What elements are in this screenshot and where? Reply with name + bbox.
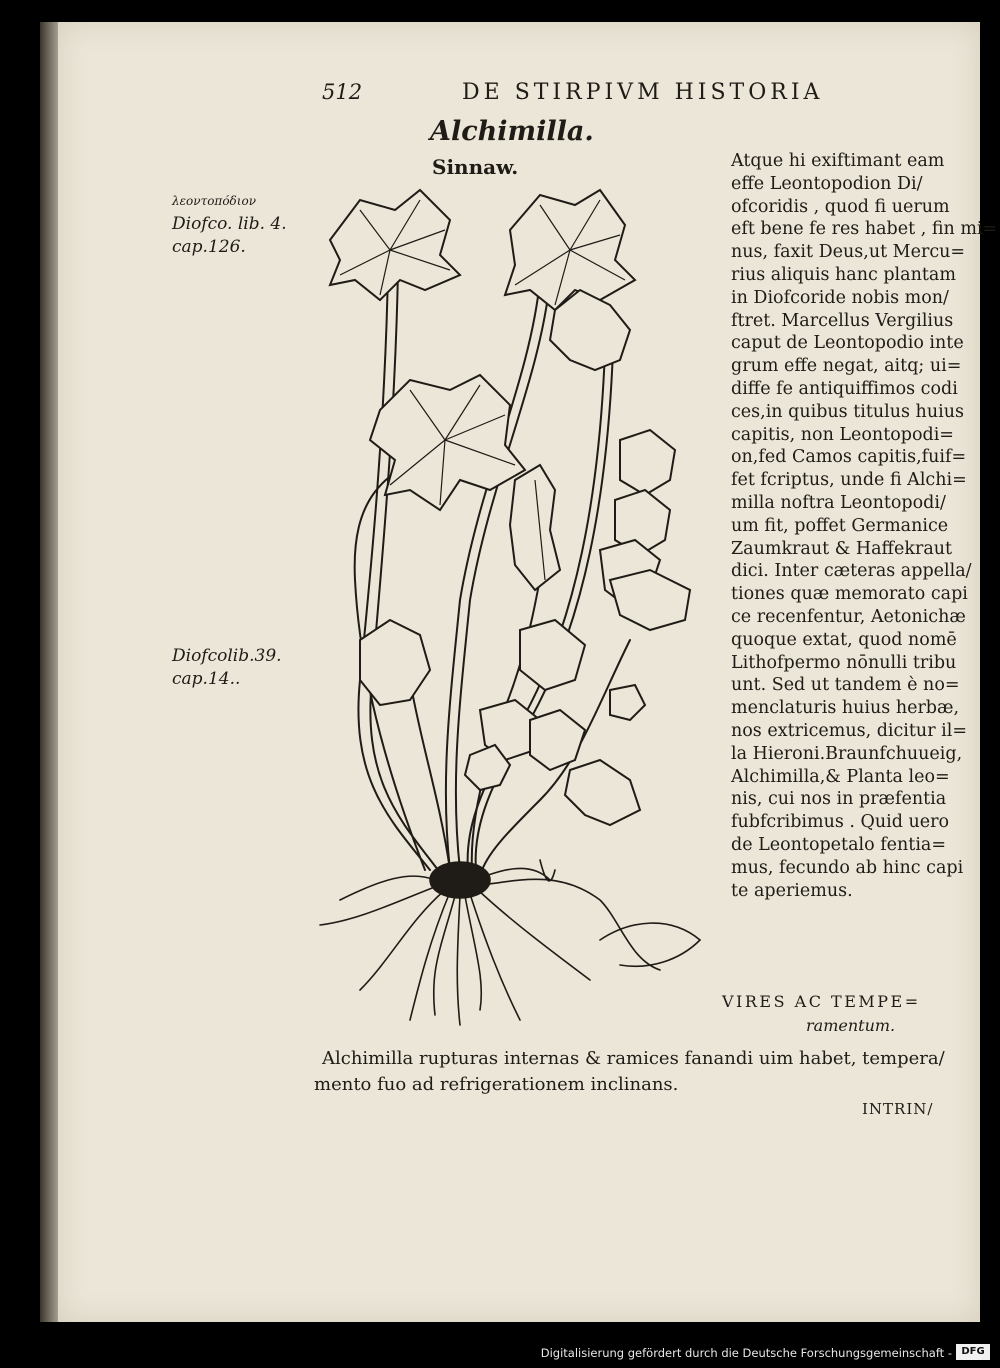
margin-note-dioscorides-2 [172,645,282,691]
section-heading: VIRES AC TEMPE= [722,992,921,1011]
section-heading-continuation: ramentum. [806,1016,896,1035]
text-line: tiones quæ memorato capi [731,584,968,605]
text-line: ftret. Marcellus Vergilius [731,310,954,331]
page-number: 512 [322,80,363,104]
paragraph-line: mento fuo ad refrigerationem inclinans. [314,1074,679,1095]
text-line: grum effe negat, aitq; ui= [731,356,962,377]
text-line: caput de Leontopodio inte [731,333,964,354]
text-line: effe Leontopodion Di/ [731,173,923,194]
text-line: Alchimilla,& Planta leo= [731,766,950,787]
text-line: de Leontopetalo fentia= [731,834,947,855]
text-line: milla noftra Leontopodi/ [731,492,946,513]
book-spine-edge [40,22,58,1322]
paragraph-line: Alchimilla rupturas internas & ramices fanandi uim habet, tempera/ [322,1048,945,1069]
text-line: Atque hi exiftimant eam [731,151,945,171]
text-line: menclaturis huius herbæ, [731,698,960,719]
woodcut-illustration [300,180,710,1030]
text-line: unt. Sed ut tandem è no= [731,675,960,696]
bottom-paragraph [314,1046,974,1098]
text-line: eft bene fe res habet , fin mi= [731,219,998,240]
text-line: ces,in quibus titulus huius [731,401,964,422]
text-line: fet fcriptus, unde fi Alchi= [731,470,967,491]
margin-note-dioscorides [172,190,287,259]
text-line: um fit, poffet Germanice [731,515,949,536]
text-line: te aperiemus. [731,880,853,901]
dfg-logo: DFG [956,1344,990,1360]
margin-note-line: cap.14.. [172,669,241,689]
text-line: on,fed Camos capitis,fuif= [731,447,967,468]
margin-note-line: Diofcolib.39. [172,646,282,666]
text-line: ce recenfentur, Aetonichæ [731,606,966,627]
text-line: in Diofcoride nobis mon/ [731,287,949,308]
text-line: ofcoridis , quod fi uerum [731,196,950,217]
plant-german-name: Sinnaw. [432,155,519,179]
text-line: Zaumkraut & Haffekraut [731,538,953,559]
text-line: nus, faxit Deus,ut Mercu= [731,242,966,263]
main-text-column [731,150,998,902]
text-line: nis, cui nos in præfentia [731,789,947,810]
text-line: mus, fecundo ab hinc capi [731,857,964,878]
plant-latin-name: Alchimilla. [430,116,594,147]
running-title: DE STIRPIVM HISTORIA [462,80,824,105]
text-line: nos extricemus, dicitur il= [731,720,967,741]
text-line: capitis, non Leontopodi= [731,424,954,445]
text-line: quoque extat, quod nomē [731,629,957,650]
catchword: INTRIN/ [862,1100,934,1118]
text-line: diffe fe antiquiffimos codi [731,378,958,399]
margin-note-line: λεοντοπόδιον [172,194,256,208]
text-line: rius aliquis hanc plantam [731,264,956,285]
text-line: la Hieroni.Braunfchuueig, [731,743,963,764]
margin-note-line: Diofco. lib. 4. [172,214,287,234]
text-line: dici. Inter cæteras appella/ [731,561,972,582]
digitization-credit: Digitalisierung gefördert durch die Deutsche Forschungsgemeinschaft - [540,1346,952,1360]
text-line: Lithofpermo nōnulli tribu [731,652,957,673]
margin-note-line: cap.126. [172,237,246,257]
text-line: fubfcribimus . Quid uero [731,812,950,833]
